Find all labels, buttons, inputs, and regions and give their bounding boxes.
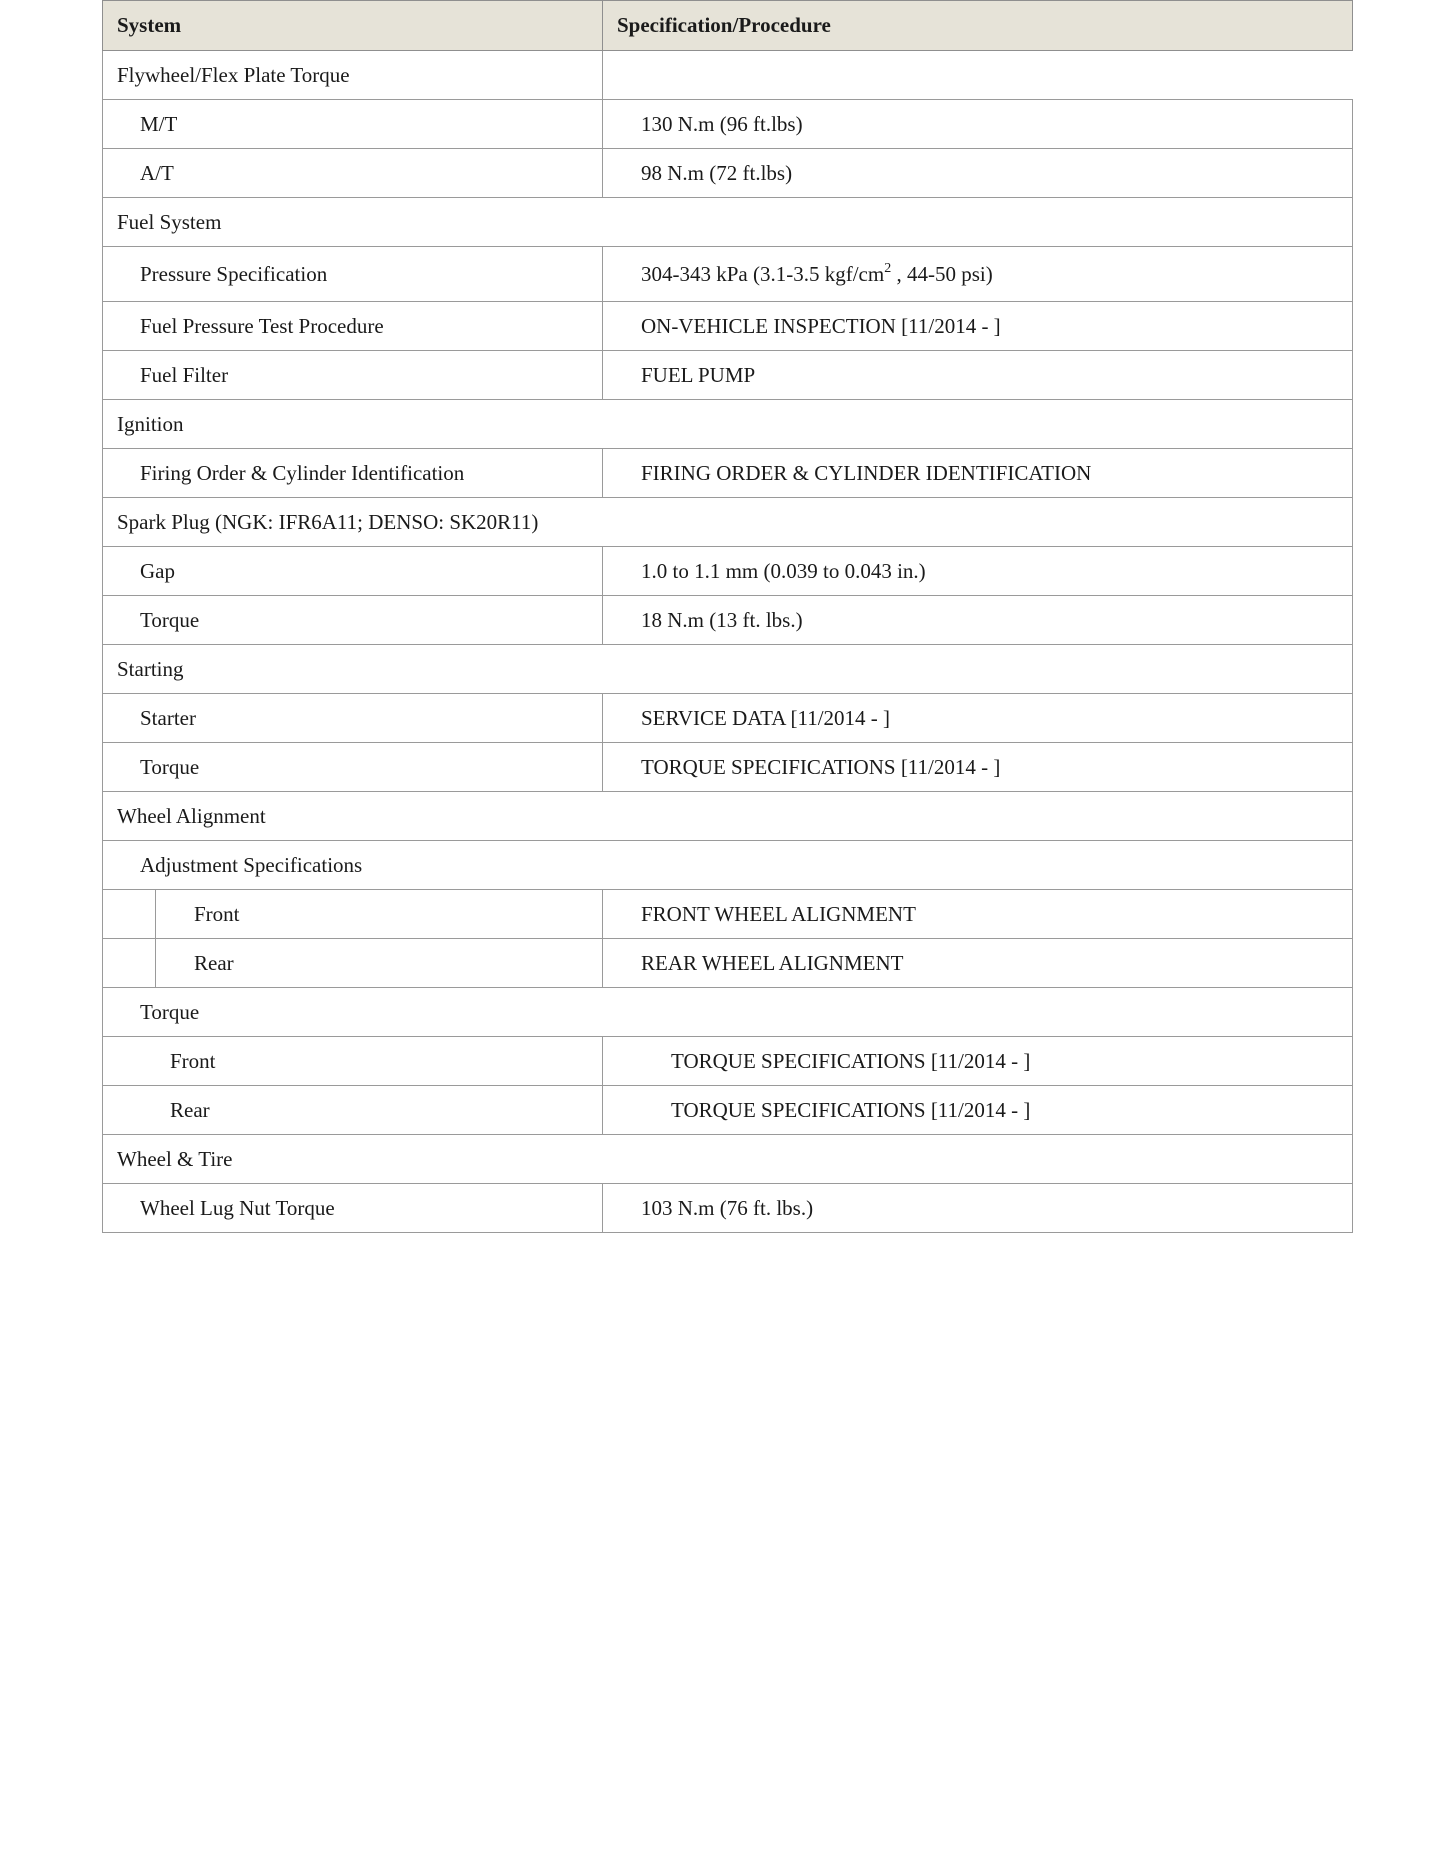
header-specification: Specification/Procedure <box>603 1 1353 51</box>
table-row <box>103 939 1353 988</box>
section-flywheel: Flywheel/Flex Plate Torque <box>103 51 603 100</box>
table-row <box>103 645 1353 694</box>
table-row <box>103 694 1353 743</box>
subsection-torque: Torque <box>103 988 1353 1037</box>
section-starting: Starting <box>103 645 1353 694</box>
row-label: M/T <box>103 100 603 149</box>
empty-cell <box>603 51 1353 100</box>
section-spark-plug: Spark Plug (NGK: IFR6A11; DENSO: SK20R11) <box>103 498 1353 547</box>
row-label: Fuel Filter <box>103 351 603 400</box>
table-row <box>103 400 1353 449</box>
table-row <box>103 743 1353 792</box>
indent-stub <box>103 890 156 938</box>
table-row <box>103 1135 1353 1184</box>
table-row <box>103 51 1353 100</box>
header-system: System <box>103 1 603 51</box>
section-fuel-system: Fuel System <box>103 198 1353 247</box>
table-row <box>103 198 1353 247</box>
section-wheel-tire: Wheel & Tire <box>103 1135 1353 1184</box>
table-header-row <box>103 1 1353 51</box>
table-row <box>103 988 1353 1037</box>
table-row <box>103 890 1353 939</box>
indent-stub <box>103 939 156 987</box>
row-label: Rear <box>103 1086 603 1135</box>
row-value-link[interactable]: FUEL PUMP <box>603 351 1353 400</box>
section-wheel-alignment: Wheel Alignment <box>103 792 1353 841</box>
specification-table <box>102 0 1353 1233</box>
row-value-link[interactable]: ON-VEHICLE INSPECTION [11/2014 - ] <box>603 302 1353 351</box>
row-value-link[interactable]: TORQUE SPECIFICATIONS [11/2014 - ] <box>603 743 1353 792</box>
table-row <box>103 596 1353 645</box>
row-label: Wheel Lug Nut Torque <box>103 1184 603 1233</box>
row-value: 98 N.m (72 ft.lbs) <box>603 149 1353 198</box>
table-row <box>103 1086 1353 1135</box>
nested-label-cell <box>103 939 603 988</box>
table-row <box>103 100 1353 149</box>
row-value-link[interactable]: TORQUE SPECIFICATIONS [11/2014 - ] <box>603 1037 1353 1086</box>
row-label: Gap <box>103 547 603 596</box>
row-label: Firing Order & Cylinder Identification <box>103 449 603 498</box>
row-label: Front <box>103 1037 603 1086</box>
row-value: 18 N.m (13 ft. lbs.) <box>603 596 1353 645</box>
row-label: Torque <box>103 596 603 645</box>
subsection-adjustment: Adjustment Specifications <box>103 841 1353 890</box>
row-label: Starter <box>103 694 603 743</box>
row-value: 1.0 to 1.1 mm (0.039 to 0.043 in.) <box>603 547 1353 596</box>
row-label: Front <box>194 901 240 926</box>
row-value-link[interactable]: TORQUE SPECIFICATIONS [11/2014 - ] <box>603 1086 1353 1135</box>
table-row <box>103 792 1353 841</box>
pressure-superscript: 2 <box>884 260 892 276</box>
table-row <box>103 302 1353 351</box>
row-value-link[interactable]: SERVICE DATA [11/2014 - ] <box>603 694 1353 743</box>
table-row <box>103 1184 1353 1233</box>
row-value-link[interactable]: REAR WHEEL ALIGNMENT <box>603 939 1353 988</box>
row-value: 103 N.m (76 ft. lbs.) <box>603 1184 1353 1233</box>
table-row <box>103 247 1353 302</box>
table-row <box>103 449 1353 498</box>
table-row <box>103 841 1353 890</box>
pressure-value-text: 304-343 kPa (3.1-3.5 kgf/cm <box>641 261 885 286</box>
row-value-link[interactable]: FRONT WHEEL ALIGNMENT <box>603 890 1353 939</box>
row-label: Torque <box>103 743 603 792</box>
nested-indent <box>103 939 602 987</box>
table-row <box>103 498 1353 547</box>
row-value-link[interactable]: FIRING ORDER & CYLINDER IDENTIFICATION <box>603 449 1353 498</box>
table-row <box>103 351 1353 400</box>
row-value <box>603 247 1353 302</box>
row-value: 130 N.m (96 ft.lbs) <box>603 100 1353 149</box>
table-row <box>103 149 1353 198</box>
nested-indent <box>103 890 602 938</box>
row-label: A/T <box>103 149 603 198</box>
section-ignition: Ignition <box>103 400 1353 449</box>
row-label: Rear <box>194 950 234 975</box>
row-label: Pressure Specification <box>103 247 603 302</box>
table-row <box>103 547 1353 596</box>
row-label: Fuel Pressure Test Procedure <box>103 302 603 351</box>
pressure-value-suffix: , 44-50 psi) <box>891 261 993 286</box>
table-row <box>103 1037 1353 1086</box>
nested-label-cell <box>103 890 603 939</box>
